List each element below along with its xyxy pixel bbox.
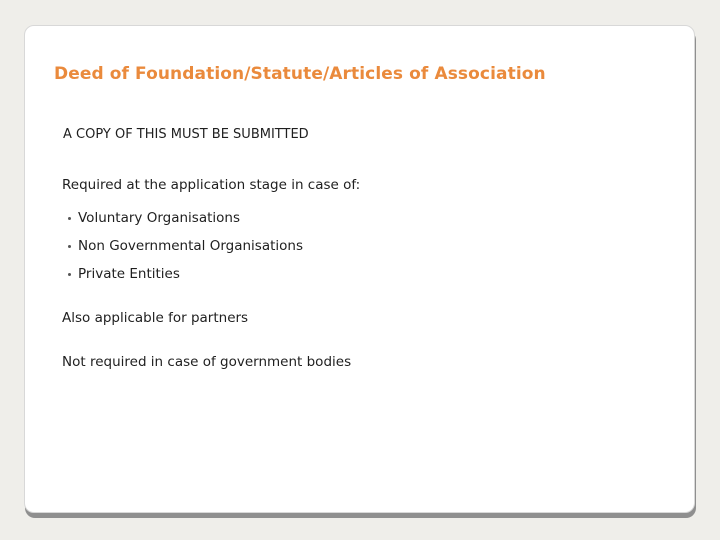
list-item bbox=[68, 204, 303, 232]
slide-card bbox=[24, 25, 695, 513]
slide-title: Deed of Foundation/Statute/Articles of Association bbox=[54, 64, 546, 84]
list-item-label: Non Governmental Organisations bbox=[78, 238, 303, 254]
bullet-icon bbox=[68, 217, 71, 220]
bullet-icon bbox=[68, 245, 71, 248]
entity-list bbox=[68, 204, 303, 288]
list-item-label: Private Entities bbox=[78, 266, 180, 282]
required-intro: Required at the application stage in case of: bbox=[62, 177, 361, 193]
list-item-label: Voluntary Organisations bbox=[78, 210, 240, 226]
copy-requirement-note: A COPY OF THIS MUST BE SUBMITTED bbox=[63, 127, 309, 142]
partners-note: Also applicable for partners bbox=[62, 310, 249, 326]
list-item bbox=[68, 232, 303, 260]
bullet-icon bbox=[68, 273, 71, 276]
list-item bbox=[68, 260, 303, 288]
government-note: Not required in case of government bodies bbox=[62, 354, 352, 370]
